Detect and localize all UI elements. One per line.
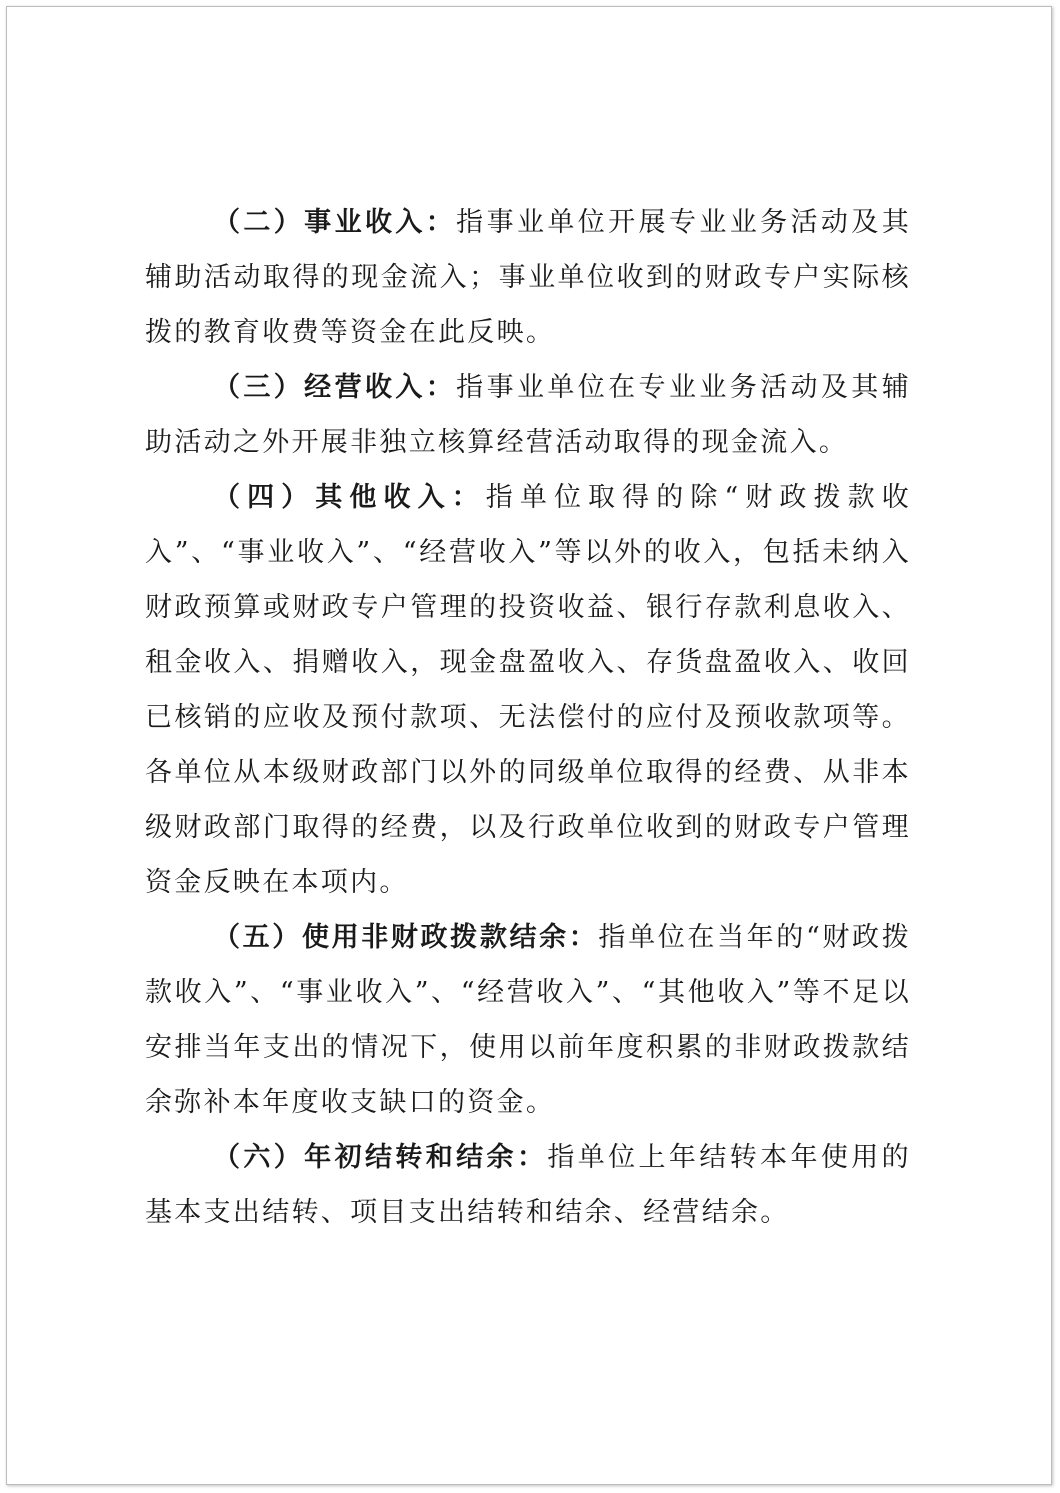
paragraph-text: 指单位在当年的“财政拨款收入”、“事业收入”、“经营收入”、“其他收入”等不足以安排当年支出的情况下，使用以前年度积累的非财政拨款结余弥补本年度收支缺口的资金。: [145, 922, 911, 1118]
paragraph-operating-income: [145, 360, 911, 470]
paragraph-other-income: [145, 470, 911, 910]
paragraph-heading: （三）经营收入：: [213, 372, 457, 403]
paragraph-text: 指事业单位开展专业业务活动及其辅助活动取得的现金流入；事业单位收到的财政专户实际核拨的教育收费等资金在此反映。: [145, 207, 912, 348]
paragraph-heading: （四）其他收入：: [213, 482, 486, 513]
paragraph-business-income: [145, 195, 911, 360]
document-page: [6, 6, 1052, 1485]
paragraph-heading: （二）事业收入：: [213, 207, 457, 238]
paragraph-carryover-balance: [145, 1130, 911, 1240]
paragraph-heading: （六）年初结转和结余：: [213, 1142, 548, 1173]
document-body: [145, 195, 911, 1240]
paragraph-text: 指单位上年结转本年使用的基本支出结转、项目支出结转和结余、经营结余。: [145, 1142, 911, 1228]
paragraph-non-fiscal-balance: [145, 910, 911, 1130]
paragraph-text: 指单位取得的除“财政拨款收入”、“事业收入”、“经营收入”等以外的收入，包括未纳入财政预算或财政专户管理的投资收益、银行存款利息收入、租金收入、捐赠收入，现金盘盈收入、存货盘盈收入、收回已核销的应收及预付款项、无法偿付的应付及预收款项等。各单位从本级财政部门以外的同级单位取得的经费、从非本级财政部门取得的经费，以及行政单位收到的财政专户管理资金反映在本项内。: [145, 482, 912, 898]
paragraph-text: 指事业单位在专业业务活动及其辅助活动之外开展非独立核算经营活动取得的现金流入。: [145, 372, 912, 458]
paragraph-heading: （五）使用非财政拨款结余：: [213, 922, 599, 953]
